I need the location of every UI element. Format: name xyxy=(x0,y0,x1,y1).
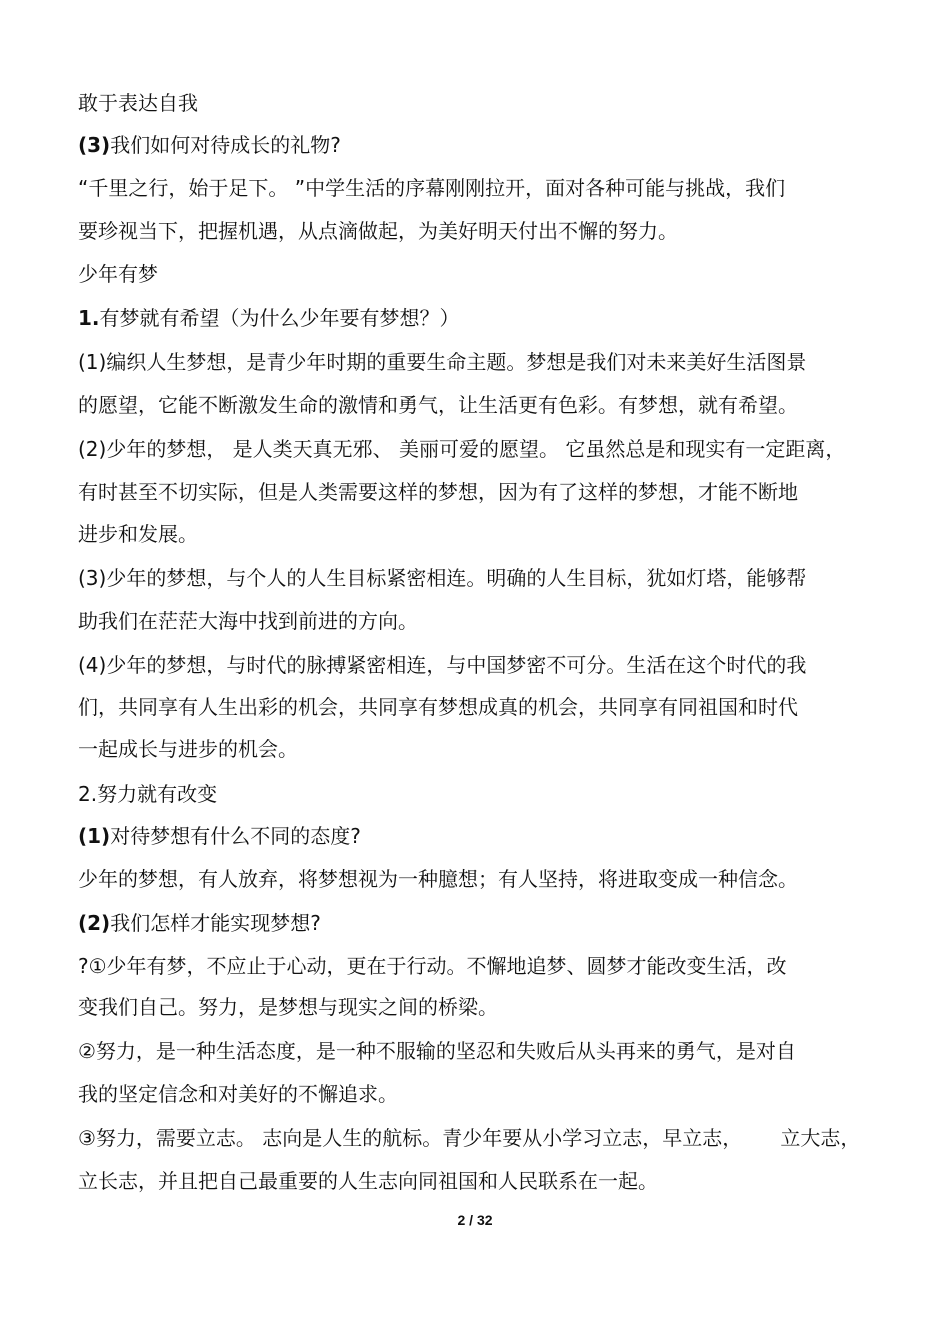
text-line: ?①少年有梦，不应止于心动，更在于行动。不懈地追梦、圆梦才能改变生活，改 xyxy=(78,954,787,978)
text-line: “千里之行，始于足下。 ”中学生活的序幕刚刚拉开，面对各种可能与挑战，我们 xyxy=(78,176,786,200)
text-line: 助我们在茫茫大海中找到前进的方向。 xyxy=(78,609,418,633)
text-line: 们，共同享有人生出彩的机会，共同享有梦想成真的机会，共同享有同祖国和时代 xyxy=(78,695,798,719)
text-line: 少年的梦想，有人放弃，将梦想视为一种臆想；有人坚持，将进取变成一种信念。 xyxy=(78,867,798,891)
text-line: 我的坚定信念和对美好的不懈追求。 xyxy=(78,1082,398,1106)
text-line: 一起成长与进步的机会。 xyxy=(78,737,298,761)
question-heading: (3)我们如何对待成长的礼物? xyxy=(78,133,341,157)
section-heading: 1.有梦就有希望（为什么少年要有梦想？） xyxy=(78,306,460,330)
text-line: ②努力，是一种生活态度，是一种不服输的坚忍和失败后从头再来的勇气，是对自 xyxy=(78,1039,796,1063)
page-number: 2 / 32 xyxy=(457,1212,493,1228)
text-line: 要珍视当下，把握机遇，从点滴做起，为美好明天付出不懈的努力。 xyxy=(78,219,678,243)
section-heading: 2.努力就有改变 xyxy=(78,782,218,806)
text-line: (4)少年的梦想，与时代的脉搏紧密相连，与中国梦密不可分。生活在这个时代的我 xyxy=(78,653,807,677)
text-line: 立长志，并且把自己最重要的人生志向同祖国和人民联系在一起。 xyxy=(78,1169,658,1193)
text-line: 敢于表达自我 xyxy=(78,91,198,115)
section-title: 少年有梦 xyxy=(78,262,158,286)
text-line: (2)少年的梦想， 是人类天真无邪、 美丽可爱的愿望。 它虽然总是和现实有一定距离， xyxy=(78,437,846,461)
text-line: 变我们自己。努力，是梦想与现实之间的桥梁。 xyxy=(78,995,498,1019)
text-line: (1)编织人生梦想，是青少年时期的重要生命主题。梦想是我们对未来美好生活图景 xyxy=(78,350,807,374)
question-heading: (2)我们怎样才能实现梦想? xyxy=(78,911,321,935)
text-line: 有时甚至不切实际，但是人类需要这样的梦想，因为有了这样的梦想，才能不断地 xyxy=(78,480,798,504)
text-line: (3)少年的梦想，与个人的人生目标紧密相连。明确的人生目标，犹如灯塔，能够帮 xyxy=(78,566,807,590)
text-line: 的愿望，它能不断激发生命的激情和勇气，让生活更有色彩。有梦想，就有希望。 xyxy=(78,393,798,417)
text-line: 进步和发展。 xyxy=(78,522,198,546)
question-heading: (1)对待梦想有什么不同的态度? xyxy=(78,824,361,848)
text-line: ③努力，需要立志。 志向是人生的航标。青少年要从小学习立志，早立志， 立大志， xyxy=(78,1126,861,1150)
